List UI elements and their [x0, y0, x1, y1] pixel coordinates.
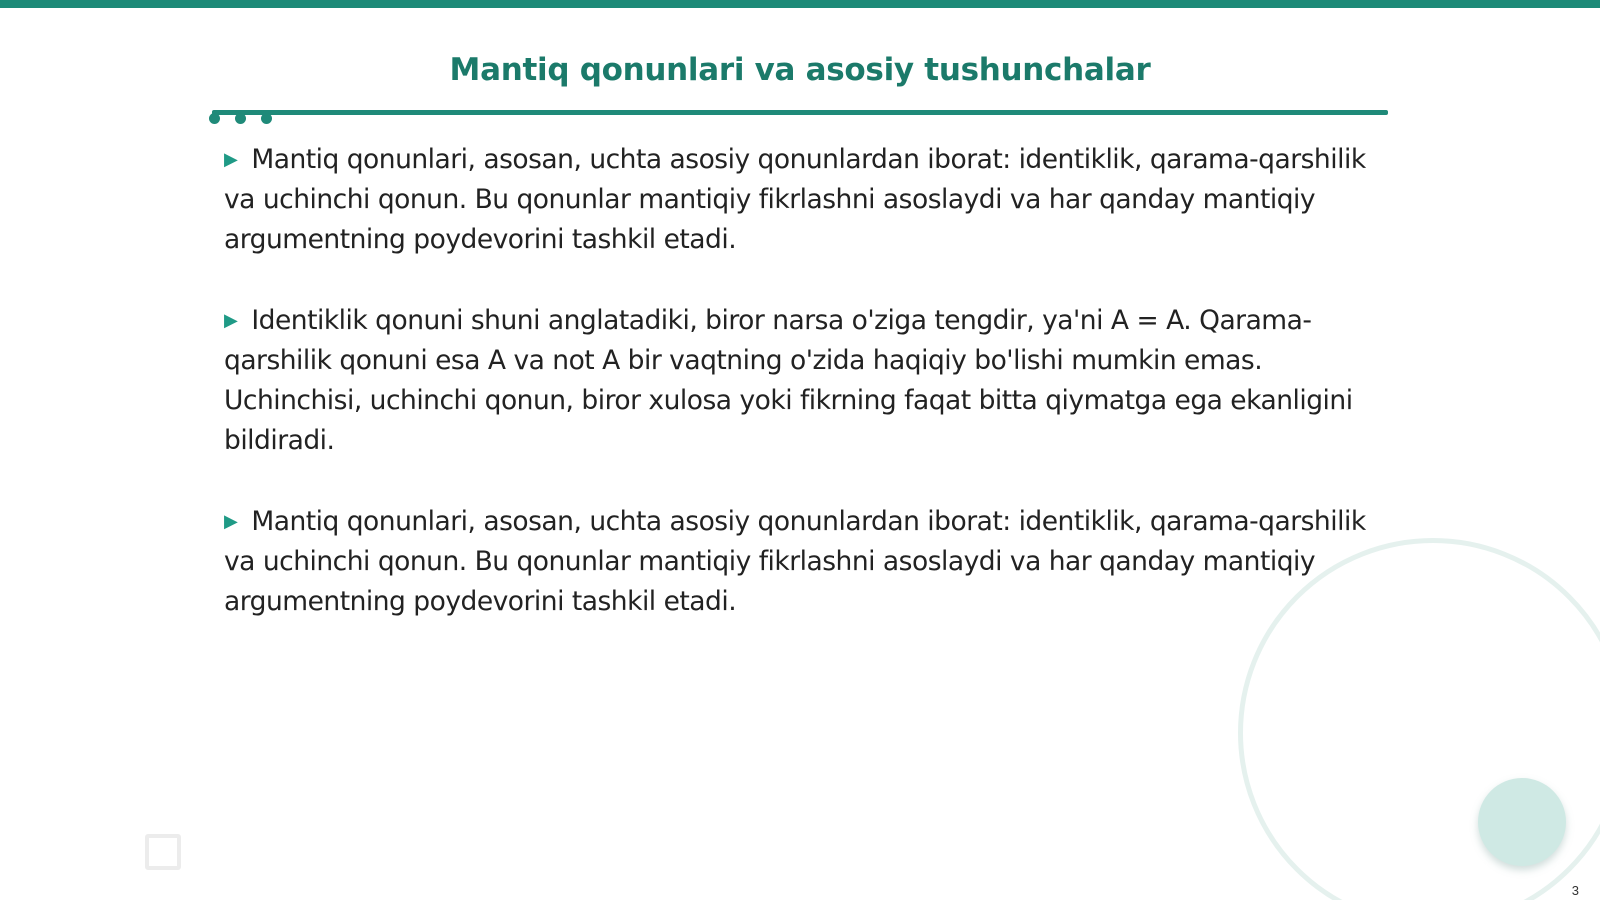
triangle-bullet-icon: ▶	[224, 149, 238, 170]
bullet-text: Identiklik qonuni shuni anglatadiki, biror narsa o'ziga tengdir, ya'ni A = A. Qarama-qarshilik qonuni esa A va not A bir vaqtning o'zida haqiqiy bo'lishi mumkin emas. Uchinchisi, uchinchi qonun, biror xulosa yoki fikrning faqat bitta qiymatga ega ekanligini bildiradi.	[224, 305, 1353, 456]
page-number: 3	[1571, 883, 1579, 898]
bullet-text: Mantiq qonunlari, asosan, uchta asosiy qonunlardan iborat: identiklik, qarama-qarshilik va uchinchi qonun. Bu qonunlar mantiqiy fikrlashni asoslaydi va har qanday mantiqiy argumentning poydevorini tashkil etadi.	[224, 506, 1366, 617]
bullet-item	[224, 301, 1374, 461]
bullet-list	[224, 140, 1374, 663]
decorative-dot	[209, 113, 220, 124]
decorative-dot	[261, 113, 272, 124]
title-underline	[212, 110, 1388, 115]
triangle-bullet-icon: ▶	[224, 310, 238, 331]
top-accent-bar	[0, 0, 1600, 8]
triangle-bullet-icon: ▶	[224, 511, 238, 532]
slide-title: Mantiq qonunlari va asosiy tushunchalar	[449, 52, 1151, 88]
decorative-circle	[1478, 778, 1566, 866]
bullet-text: Mantiq qonunlari, asosan, uchta asosiy qonunlardan iborat: identiklik, qarama-qarshilik va uchinchi qonun. Bu qonunlar mantiqiy fikrlashni asoslaydi va har qanday mantiqiy argumentning poydevorini tashkil etadi.	[224, 144, 1366, 255]
bullet-item	[224, 502, 1374, 622]
decorative-dot	[235, 113, 246, 124]
decorative-square	[145, 834, 181, 870]
bullet-item	[224, 140, 1374, 260]
